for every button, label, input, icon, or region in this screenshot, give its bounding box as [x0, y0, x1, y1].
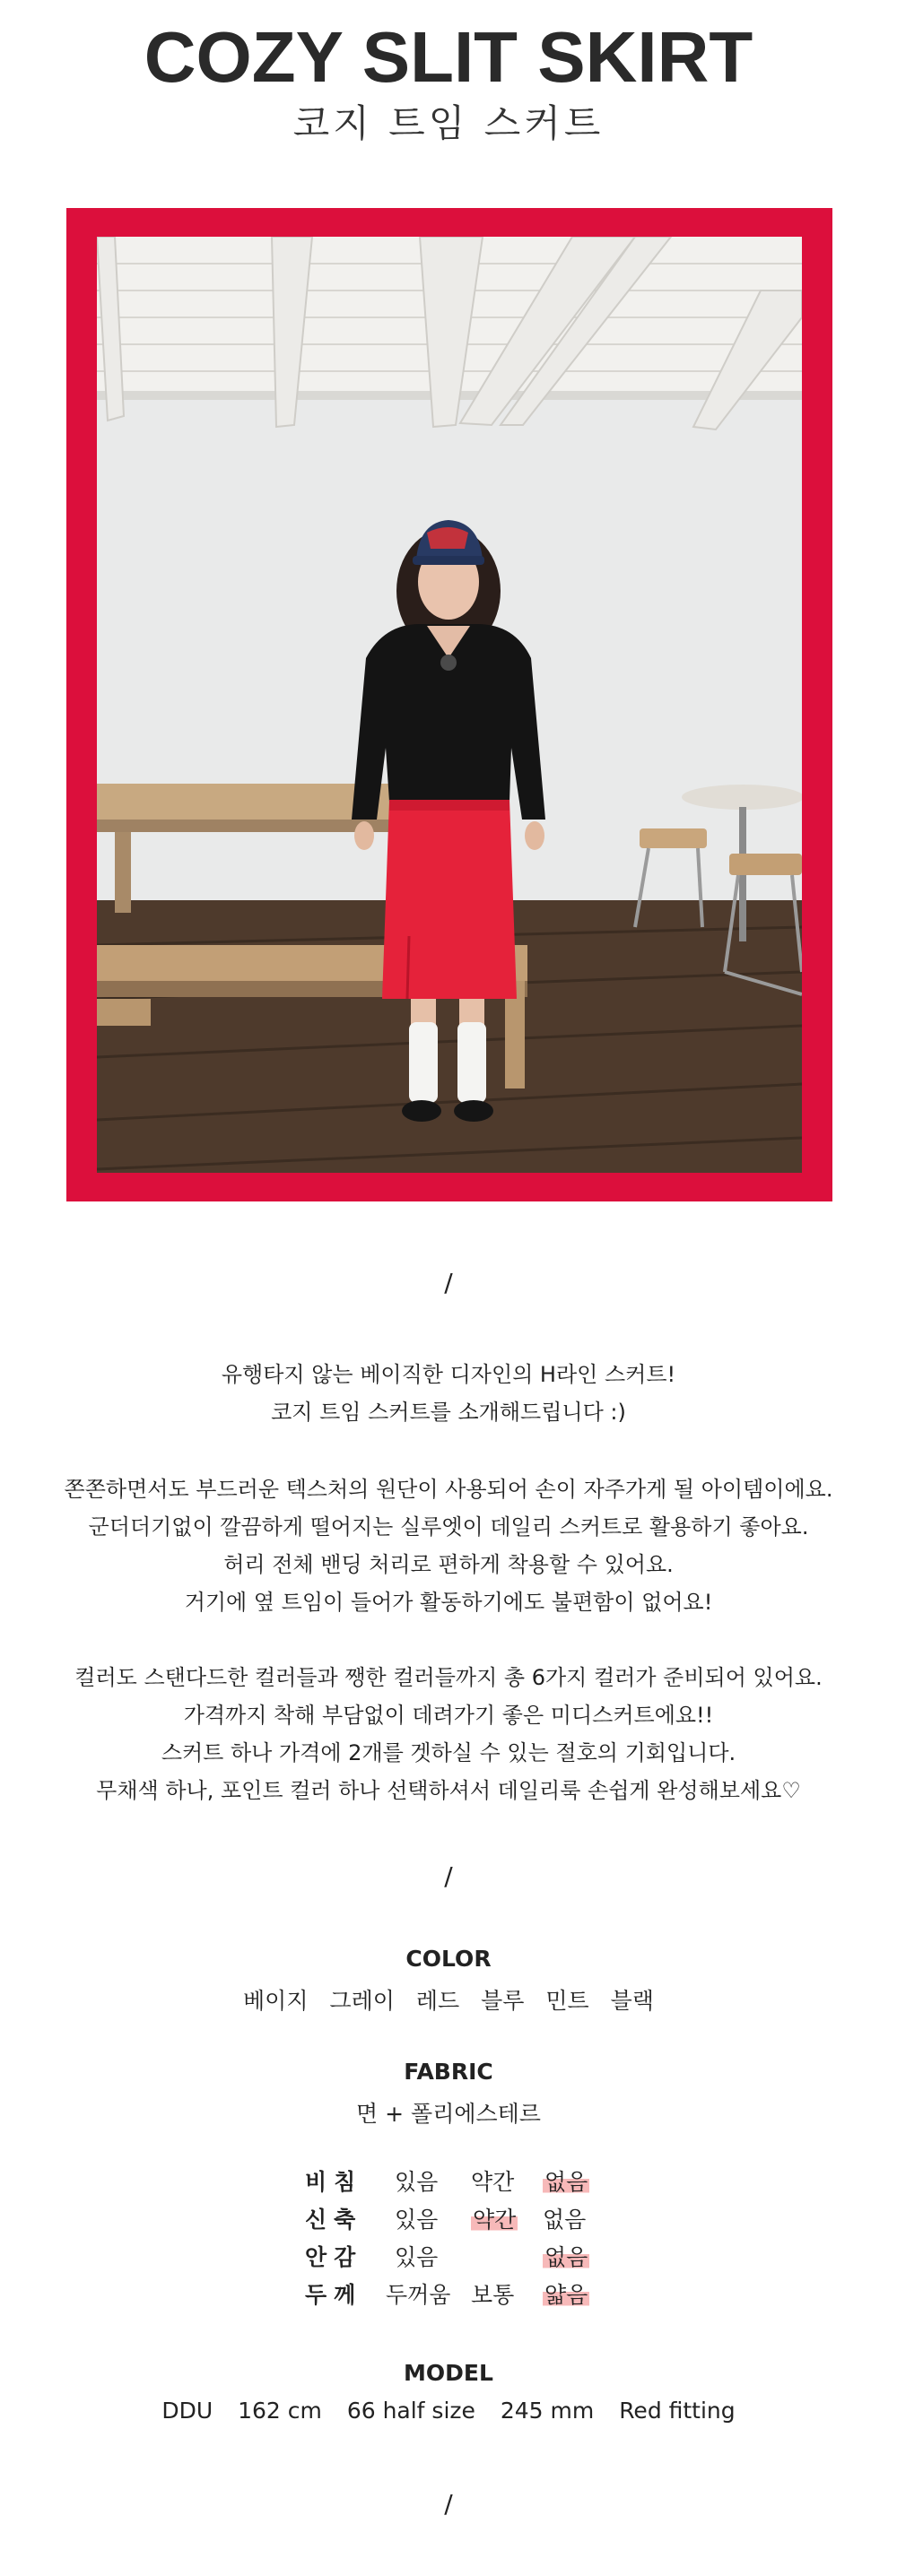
- model-name: DDU: [161, 2398, 213, 2424]
- attribute-option-selected: 없음: [543, 2240, 589, 2272]
- attribute-label: 신축: [305, 2207, 363, 2233]
- color-option: 레드: [415, 1988, 460, 2014]
- page-subtitle: 코지 트임 스커트: [292, 101, 605, 145]
- model-heading: MODEL: [404, 2360, 493, 2386]
- intro-line: 코지 트임 스커트를 소개해드립니다 :): [271, 1400, 626, 1425]
- intro-line: 유행타지 않는 베이직한 디자인의 H라인 스커트!: [221, 1362, 676, 1387]
- attribute-option: 두꺼움: [386, 2282, 451, 2308]
- colors-line: 컬러도 스탠다드한 컬러들과 쨍한 컬러들까지 총 6가지 컬러가 준비되어 있어요.: [74, 1665, 823, 1690]
- colors-line: 무채색 하나, 포인트 컬러 하나 선택하셔서 데일리룩 손쉽게 완성해보세요♡: [96, 1778, 801, 1803]
- details-line: 거기에 옆 트임이 들어가 활동하기에도 불편함이 없어요!: [184, 1590, 713, 1615]
- attribute-row-stretch: [296, 2202, 619, 2240]
- attribute-option: 있음: [395, 2207, 439, 2233]
- colors-line: 가격까지 착해 부담없이 데려가기 좋은 미디스커트에요!!: [183, 1703, 714, 1728]
- color-option: 블루: [481, 1988, 525, 2014]
- model-size: 66 half size: [346, 2398, 475, 2424]
- fabric-value: 면 + 폴리에스테르: [356, 2101, 541, 2127]
- color-heading: COLOR: [405, 1946, 492, 1972]
- model-height: 162 cm: [238, 2398, 322, 2424]
- colors-line: 스커트 하나 가격에 2개를 겟하실 수 있는 절호의 기회입니다.: [161, 1740, 736, 1765]
- attribute-label: 안감: [305, 2244, 363, 2270]
- page-title: COZY SLIT SKIRT: [144, 17, 753, 97]
- attribute-option: 있음: [395, 2244, 439, 2270]
- attribute-option: 없음: [543, 2207, 587, 2233]
- model-shoe-size: 245 mm: [500, 2398, 595, 2424]
- attribute-row-thickness: [296, 2277, 619, 2315]
- attribute-option-selected: 약간: [471, 2202, 518, 2234]
- color-option: 그레이: [329, 1988, 395, 2014]
- details-line: 쫀쫀하면서도 부드러운 텍스처의 원단이 사용되어 손이 자주가게 될 아이템이에요.: [64, 1477, 833, 1502]
- attribute-option: 보통: [471, 2282, 515, 2308]
- attribute-option: 약간: [471, 2169, 515, 2195]
- section-divider: /: [444, 2489, 453, 2519]
- product-photo-frame: [66, 208, 832, 1201]
- intro-text: [0, 1356, 897, 1431]
- attribute-table: [296, 2164, 619, 2315]
- attribute-option-selected: 얇음: [543, 2277, 589, 2310]
- attribute-option: 있음: [395, 2169, 439, 2195]
- attribute-row-lining: [296, 2240, 619, 2277]
- model-in-red-skirt-photo: [97, 237, 802, 1173]
- details-text: [0, 1470, 897, 1621]
- attribute-row-sheerness: [296, 2164, 619, 2202]
- color-option: 베이지: [243, 1988, 309, 2014]
- section-divider: /: [444, 1268, 453, 1297]
- attribute-option-selected: 없음: [543, 2164, 589, 2197]
- fabric-heading: FABRIC: [404, 2059, 493, 2085]
- model-fitting: Red fitting: [619, 2398, 736, 2424]
- model-info: [0, 2398, 897, 2424]
- product-photo: [97, 237, 802, 1173]
- details-line: 군더더기없이 깔끔하게 떨어지는 실루엣이 데일리 스커트로 활용하기 좋아요.: [88, 1514, 809, 1540]
- color-option: 민트: [545, 1988, 589, 2014]
- section-divider: /: [444, 1861, 453, 1891]
- attribute-label: 비침: [305, 2169, 363, 2195]
- color-option: 블랙: [610, 1988, 654, 2014]
- color-options: [0, 1983, 897, 2016]
- attribute-label: 두께: [305, 2282, 363, 2308]
- details-line: 허리 전체 밴딩 처리로 편하게 착용할 수 있어요.: [223, 1552, 674, 1577]
- colors-text: [0, 1659, 897, 1809]
